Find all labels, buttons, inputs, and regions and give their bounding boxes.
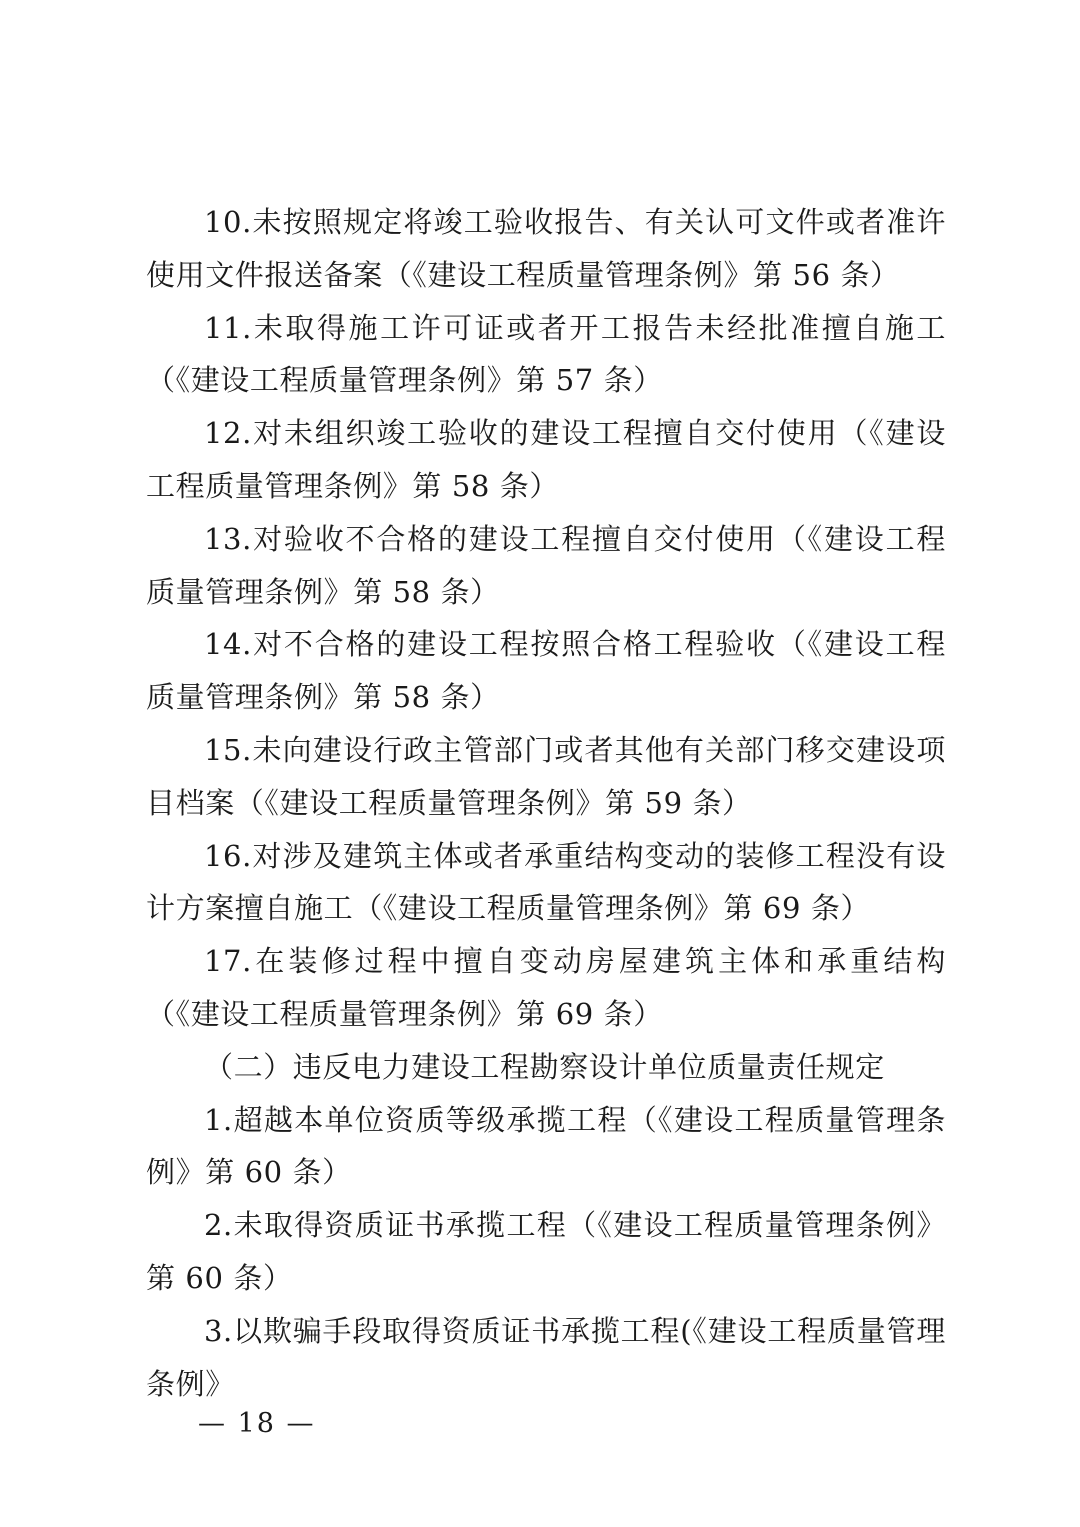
section-clause-2: 2.未取得资质证书承揽工程（《建设工程质量管理条例》第 60 条） (146, 1208, 946, 1295)
clause-17: 17.在装修过程中擅自变动房屋建筑主体和承重结构（《建设工程质量管理条例》第 69 条） (146, 944, 946, 1031)
section-heading: （二）违反电力建设工程勘察设计单位质量责任规定 (204, 1049, 885, 1084)
page-number: — 18 — (198, 1408, 316, 1439)
document-body (146, 196, 946, 1410)
clause-16: 16.对涉及建筑主体或者承重结构变动的装修工程没有设计方案擅自施工（《建设工程质量管理条例》第 69 条） (146, 838, 946, 926)
clause-11: 11.未取得施工许可证或者开工报告未经批准擅自施工（《建设工程质量管理条例》第 57 条） (146, 310, 946, 398)
clause-12: 12.对未组织竣工验收的建设工程擅自交付使用（《建设工程质量管理条例》第 58 条） (146, 416, 946, 503)
section-clause-3: 3.以欺骗手段取得资质证书承揽工程(《建设工程质量管理条例》 (146, 1313, 946, 1401)
clause-10: 10.未按照规定将竣工验收报告、有关认可文件或者准许使用文件报送备案（《建设工程质量管理条例》第 56 条） (146, 205, 946, 292)
clause-15: 15.未向建设行政主管部门或者其他有关部门移交建设项目档案（《建设工程质量管理条例》第 59 条） (146, 732, 946, 820)
section-clause-1: 1.超越本单位资质等级承揽工程（《建设工程质量管理条例》第 60 条） (146, 1102, 946, 1190)
clause-13: 13.对验收不合格的建设工程擅自交付使用（《建设工程质量管理条例》第 58 条） (146, 521, 946, 609)
clause-14: 14.对不合格的建设工程按照合格工程验收（《建设工程质量管理条例》第 58 条） (146, 627, 946, 715)
